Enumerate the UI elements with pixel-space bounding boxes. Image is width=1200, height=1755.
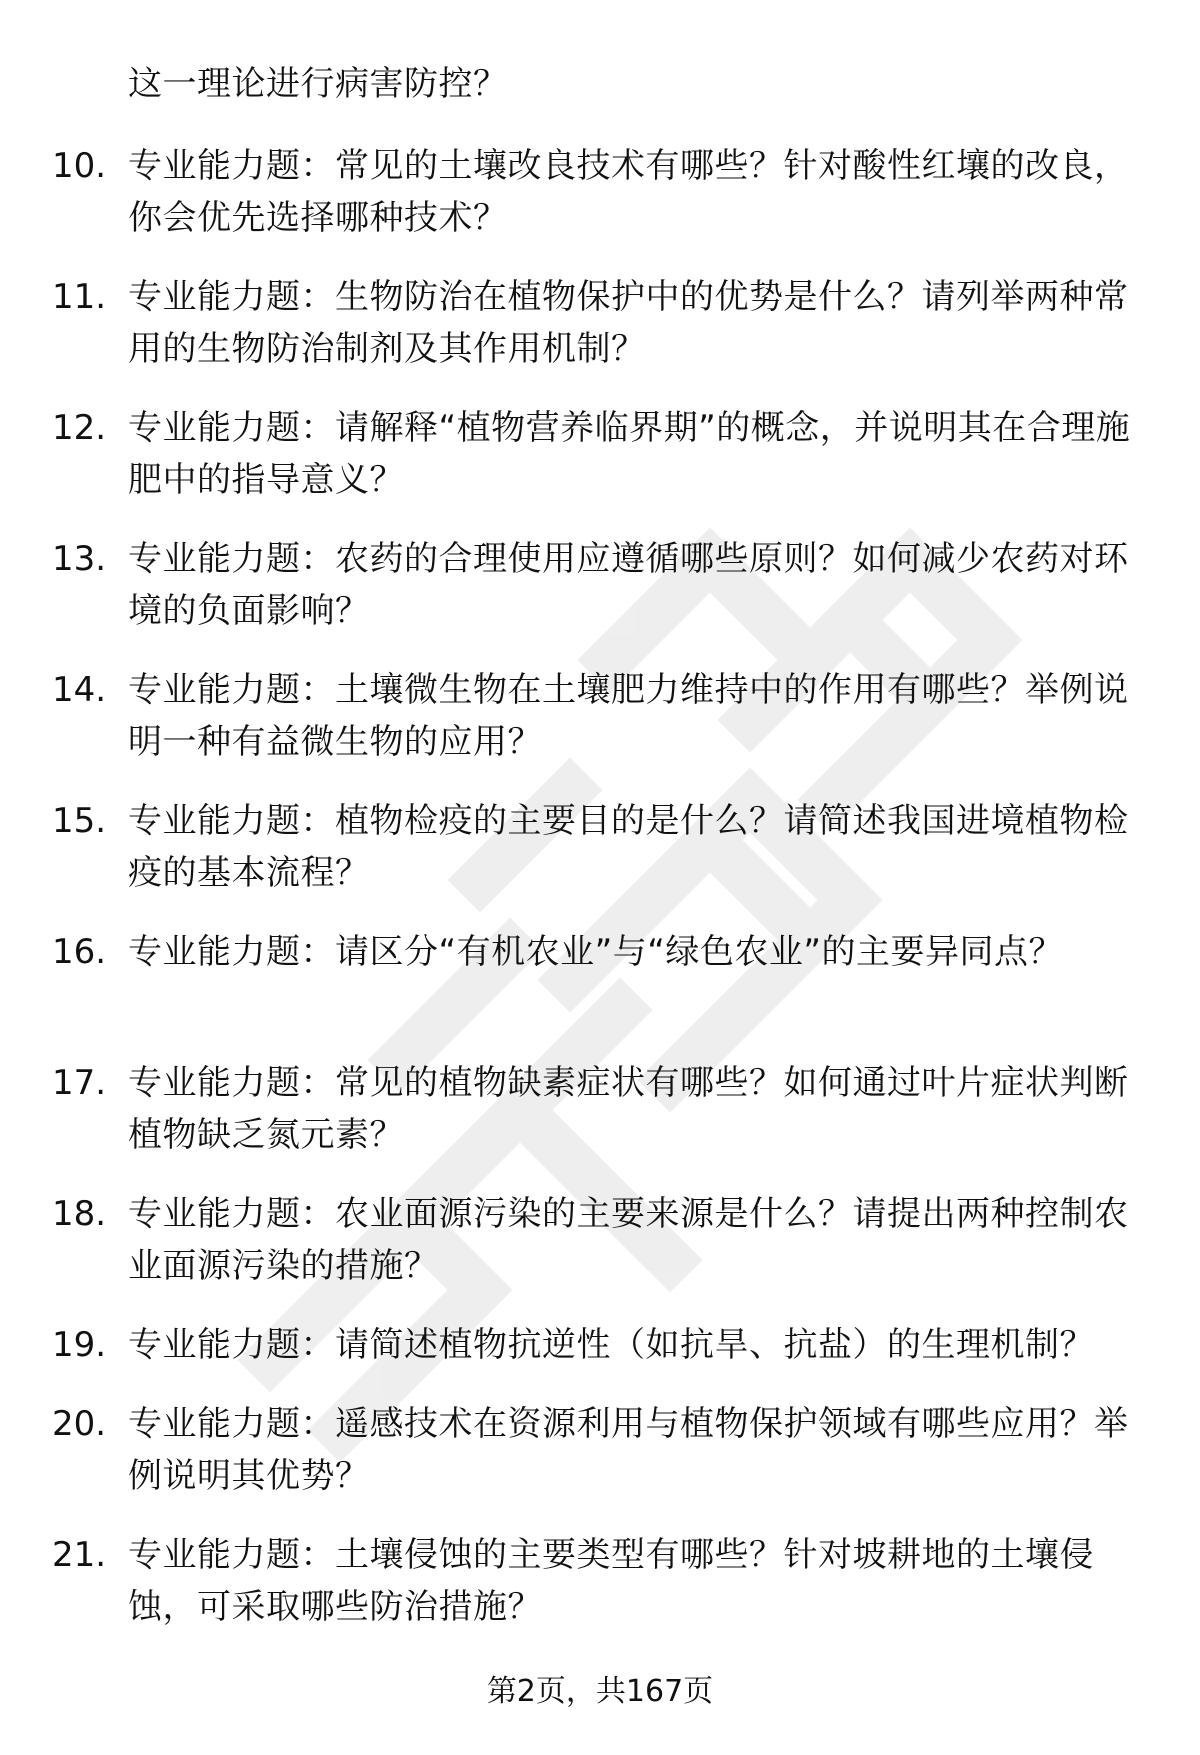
question-text: 专业能力题：常见的植物缺素症状有哪些？如何通过叶片症状判断植物缺乏氮元素？ bbox=[128, 1063, 1129, 1155]
question-number: 17. bbox=[52, 1063, 107, 1103]
list-item bbox=[0, 140, 1200, 244]
question-number: 11. bbox=[52, 277, 107, 317]
question-number: 21. bbox=[52, 1535, 107, 1575]
list-item bbox=[0, 402, 1200, 506]
list-item bbox=[0, 533, 1200, 637]
list-item bbox=[0, 795, 1200, 899]
list-item bbox=[0, 1057, 1200, 1161]
question-number: 16. bbox=[52, 932, 107, 972]
list-item bbox=[0, 271, 1200, 375]
question-number: 13. bbox=[52, 539, 107, 579]
question-number: 20. bbox=[52, 1404, 107, 1444]
list-item bbox=[0, 1188, 1200, 1292]
question-text: 专业能力题：土壤微生物在土壤肥力维持中的作用有哪些？举例说明一种有益微生物的应用？ bbox=[128, 670, 1129, 762]
page-footer: 第2页，共167页 bbox=[486, 1674, 714, 1709]
question-text: 专业能力题：请解释“植物营养临界期”的概念，并说明其在合理施肥中的指导意义？ bbox=[128, 408, 1131, 500]
question-text: 专业能力题：生物防治在植物保护中的优势是什么？请列举两种常用的生物防治制剂及其作用机制？ bbox=[128, 277, 1129, 369]
list-item bbox=[0, 1319, 1200, 1371]
question-list bbox=[0, 140, 1200, 1660]
question-number: 14. bbox=[52, 670, 107, 710]
list-item bbox=[0, 664, 1200, 768]
question-text: 专业能力题：农药的合理使用应遵循哪些原则？如何减少农药对环境的负面影响？ bbox=[128, 539, 1129, 631]
question-number: 12. bbox=[52, 408, 107, 448]
question-number: 18. bbox=[52, 1194, 107, 1234]
question-text: 专业能力题：常见的土壤改良技术有哪些？针对酸性红壤的改良，你会优先选择哪种技术？ bbox=[128, 146, 1129, 238]
question-number: 19. bbox=[52, 1325, 107, 1365]
question-number: 15. bbox=[52, 801, 107, 841]
list-item bbox=[0, 1529, 1200, 1633]
question-text: 专业能力题：植物检疫的主要目的是什么？请简述我国进境植物检疫的基本流程？ bbox=[128, 801, 1129, 893]
question-text: 专业能力题：土壤侵蚀的主要类型有哪些？针对坡耕地的土壤侵蚀，可采取哪些防治措施？ bbox=[128, 1535, 1094, 1627]
question-text: 专业能力题：农业面源污染的主要来源是什么？请提出两种控制农业面源污染的措施？ bbox=[128, 1194, 1129, 1286]
question-number: 10. bbox=[52, 146, 107, 186]
question-text: 专业能力题：请简述植物抗逆性（如抗旱、抗盐）的生理机制？ bbox=[128, 1325, 1094, 1365]
question-text: 专业能力题：遥感技术在资源利用与植物保护领域有哪些应用？举例说明其优势？ bbox=[128, 1404, 1129, 1496]
continuation-text: 这一理论进行病害防控？ bbox=[128, 64, 508, 104]
list-item bbox=[0, 1398, 1200, 1502]
list-item bbox=[0, 926, 1200, 1030]
question-text: 专业能力题：请区分“有机农业”与“绿色农业”的主要异同点？ bbox=[128, 932, 1063, 972]
